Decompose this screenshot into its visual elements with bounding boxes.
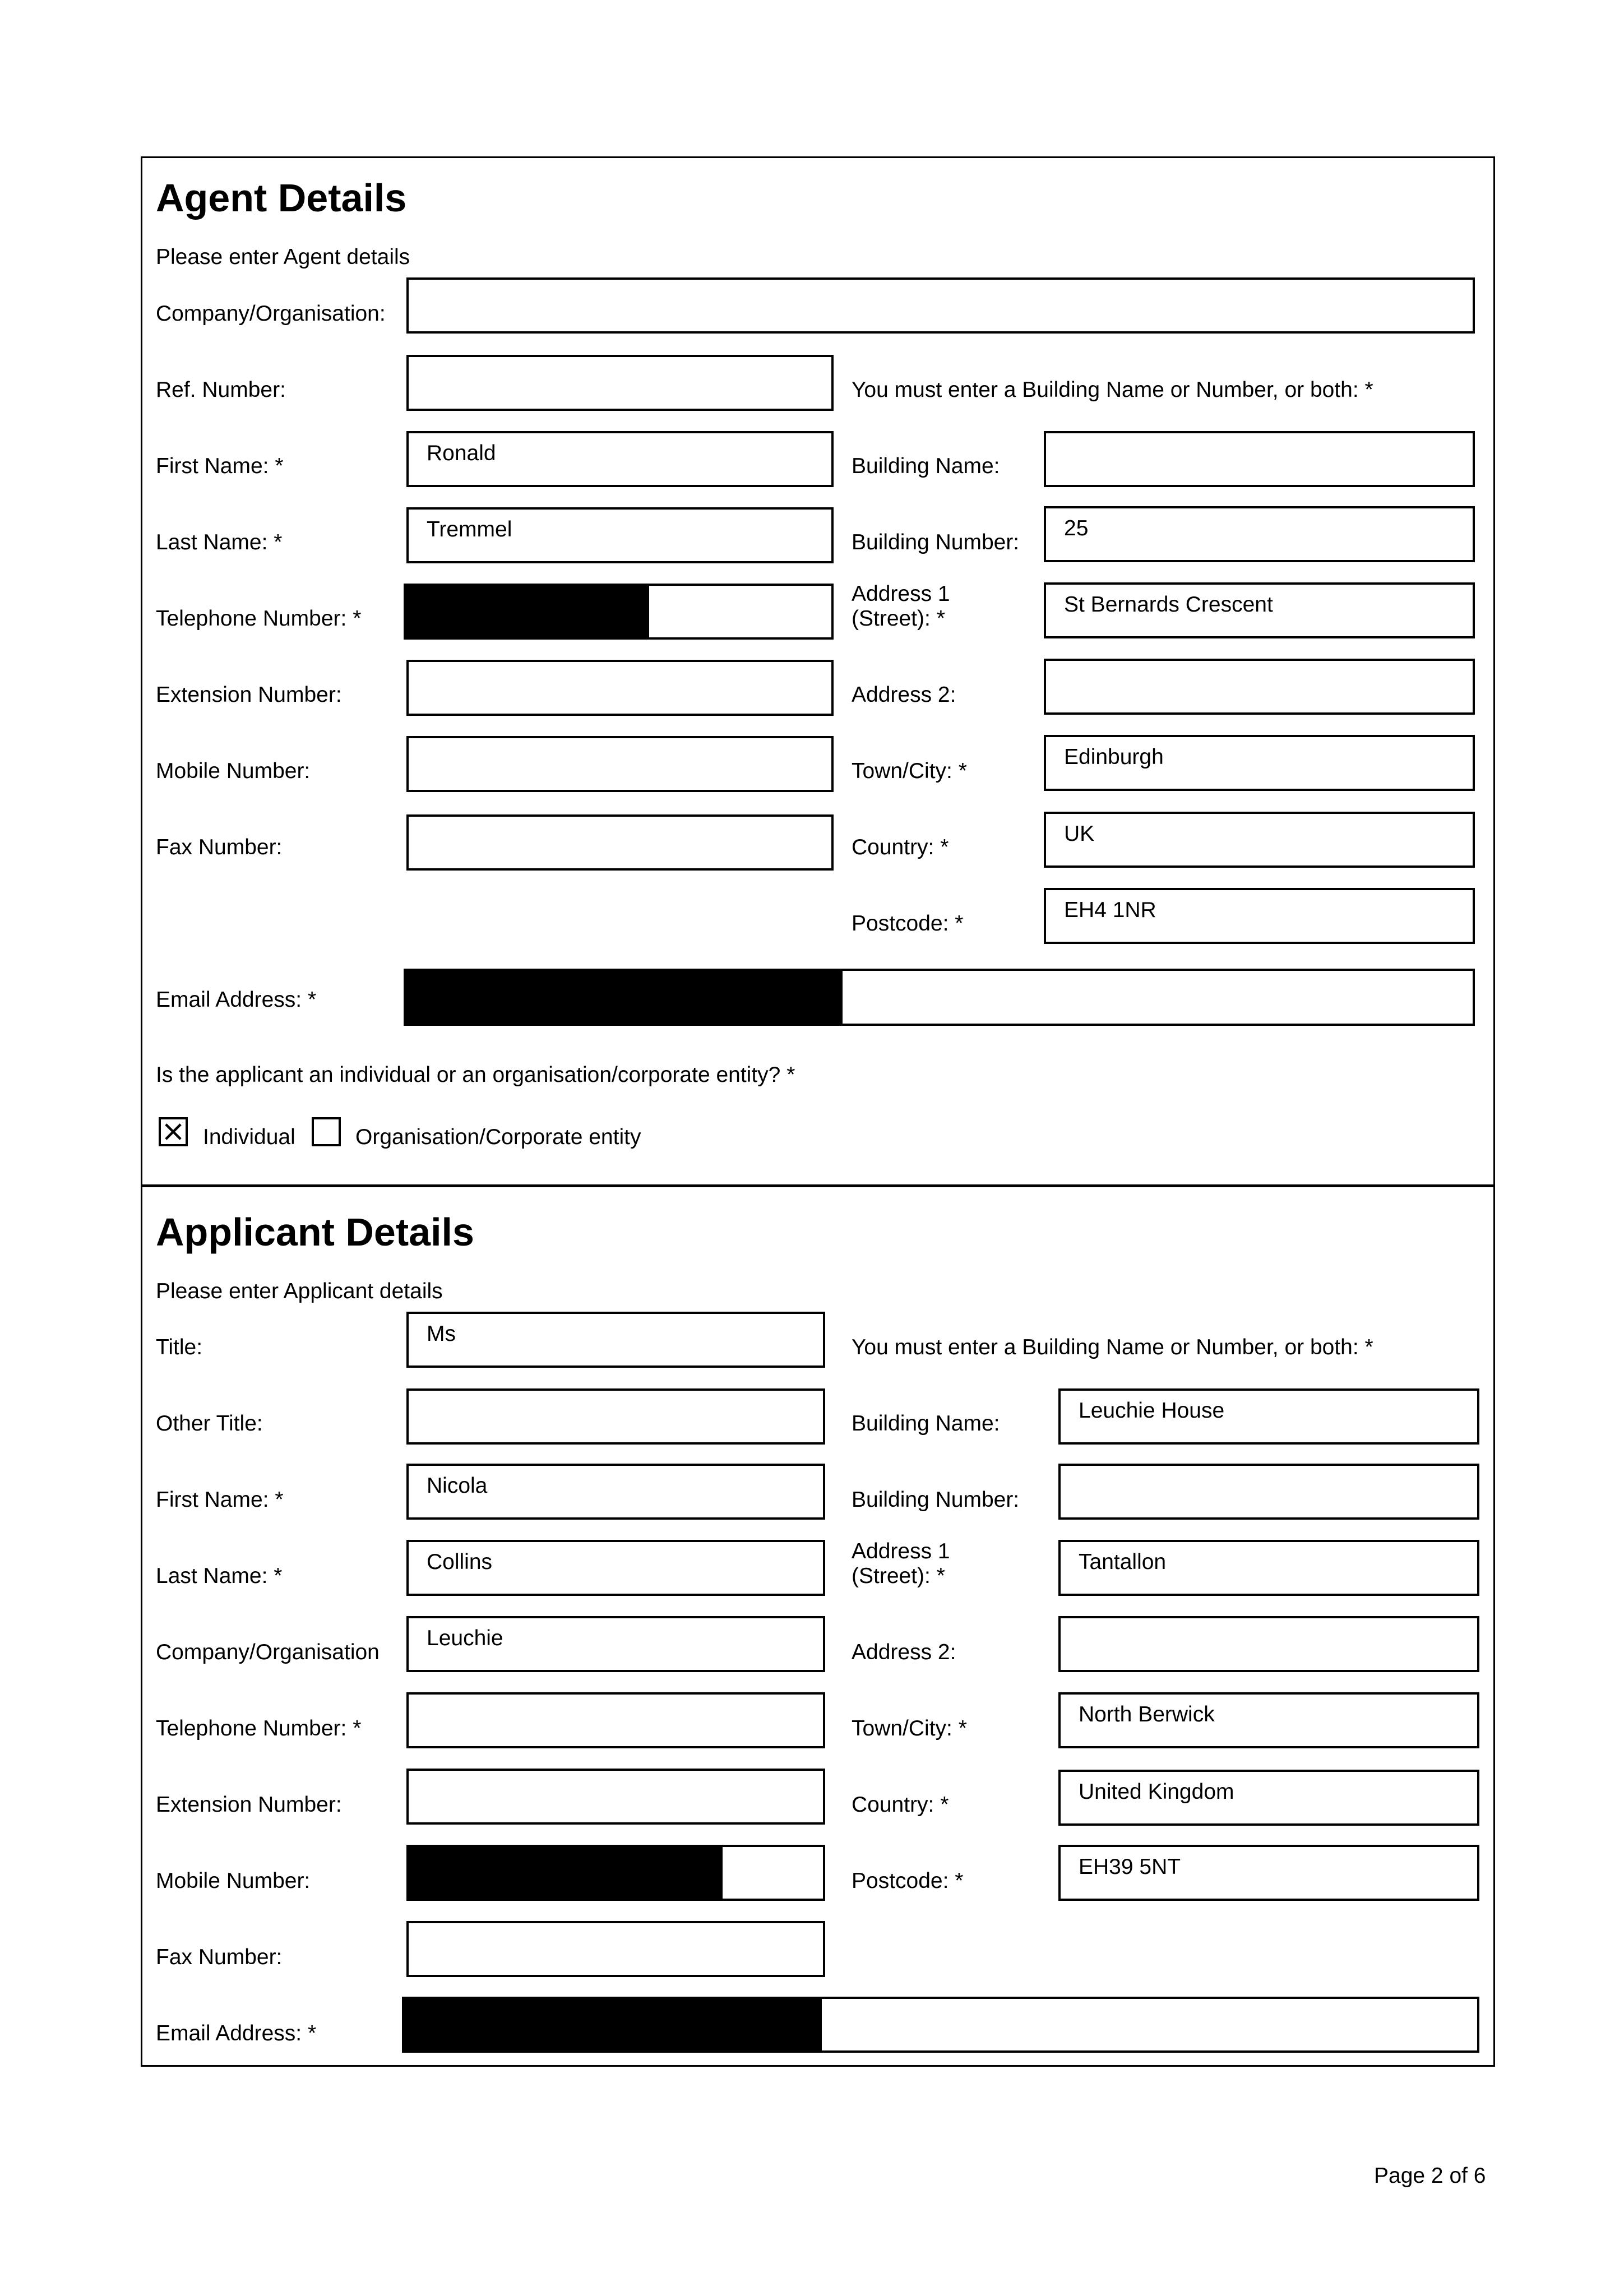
agent-telephone-label: Telephone Number: *	[156, 607, 362, 631]
page-number: Page 2 of 6	[1374, 2164, 1486, 2188]
applicant-fax-field[interactable]	[406, 1921, 825, 1977]
agent-ref-field[interactable]	[406, 355, 834, 411]
redaction-block	[404, 1999, 822, 2050]
agent-postcode-field[interactable]: EH4 1NR	[1044, 888, 1475, 944]
agent-extension-field[interactable]	[406, 660, 834, 716]
applicant-address1-label: Address 1 (Street): *	[852, 1539, 950, 1588]
agent-email-field[interactable]	[404, 969, 1475, 1026]
applicant-first-name-field[interactable]: Nicola	[406, 1464, 825, 1520]
agent-address1-label: Address 1 (Street): *	[852, 582, 950, 631]
applicant-building-number-label: Building Number:	[852, 1488, 1020, 1512]
agent-building-name-field[interactable]	[1044, 431, 1475, 487]
applicant-address1-field[interactable]: Tantallon	[1058, 1540, 1479, 1596]
agent-address1-field[interactable]: St Bernards Crescent	[1044, 582, 1475, 638]
agent-email-label: Email Address: *	[156, 988, 317, 1012]
applicant-extension-field[interactable]	[406, 1769, 825, 1825]
applicant-company-label: Company/Organisation	[156, 1640, 380, 1664]
applicant-town-field[interactable]: North Berwick	[1058, 1692, 1479, 1748]
applicant-town-label: Town/City: *	[852, 1716, 967, 1740]
agent-details-heading: Agent Details	[156, 176, 407, 220]
applicant-type-question: Is the applicant an individual or an organisation/corporate entity? *	[156, 1063, 795, 1087]
applicant-intro: Please enter Applicant details	[156, 1279, 443, 1303]
agent-ref-label: Ref. Number:	[156, 378, 286, 402]
agent-last-name-field[interactable]: Tremmel	[406, 507, 834, 563]
applicant-details-heading: Applicant Details	[156, 1210, 474, 1254]
agent-mobile-field[interactable]	[406, 736, 834, 792]
agent-fax-label: Fax Number:	[156, 835, 283, 859]
applicant-telephone-field[interactable]	[406, 1692, 825, 1748]
agent-mobile-label: Mobile Number:	[156, 759, 311, 783]
applicant-country-label: Country: *	[852, 1793, 949, 1817]
applicant-building-name-label: Building Name:	[852, 1411, 1000, 1436]
agent-country-field[interactable]: UK	[1044, 812, 1475, 868]
agent-building-number-label: Building Number:	[852, 530, 1020, 554]
applicant-fax-label: Fax Number:	[156, 1945, 283, 1969]
agent-building-number-field[interactable]: 25	[1044, 506, 1475, 562]
section-divider	[141, 1184, 1495, 1187]
applicant-address2-label: Address 2:	[852, 1640, 956, 1664]
agent-fax-field[interactable]	[406, 814, 834, 871]
applicant-building-number-field[interactable]	[1058, 1464, 1479, 1520]
applicant-other-title-label: Other Title:	[156, 1411, 263, 1436]
agent-company-label: Company/Organisation:	[156, 302, 386, 326]
agent-address2-label: Address 2:	[852, 683, 956, 707]
applicant-company-field[interactable]: Leuchie	[406, 1616, 825, 1672]
agent-intro: Please enter Agent details	[156, 245, 410, 269]
agent-address2-field[interactable]	[1044, 659, 1475, 715]
agent-building-name-label: Building Name:	[852, 454, 1000, 478]
applicant-title-field[interactable]: Ms	[406, 1312, 825, 1368]
checkbox-x-icon	[161, 1119, 186, 1144]
applicant-address2-field[interactable]	[1058, 1616, 1479, 1672]
applicant-last-name-field[interactable]: Collins	[406, 1540, 825, 1596]
applicant-building-name-field[interactable]: Leuchie House	[1058, 1388, 1479, 1445]
applicant-postcode-field[interactable]: EH39 5NT	[1058, 1845, 1479, 1901]
applicant-other-title-field[interactable]	[406, 1388, 825, 1445]
applicant-building-note: You must enter a Building Name or Number, or both: *	[852, 1335, 1373, 1359]
agent-town-label: Town/City: *	[852, 759, 967, 783]
applicant-last-name-label: Last Name: *	[156, 1564, 283, 1588]
agent-last-name-label: Last Name: *	[156, 530, 283, 554]
applicant-title-label: Title:	[156, 1335, 203, 1359]
organisation-option-label: Organisation/Corporate entity	[355, 1125, 641, 1149]
agent-telephone-field[interactable]	[404, 584, 834, 640]
agent-company-field[interactable]	[406, 277, 1475, 334]
applicant-mobile-label: Mobile Number:	[156, 1869, 311, 1893]
applicant-email-label: Email Address: *	[156, 2021, 317, 2045]
agent-first-name-label: First Name: *	[156, 454, 284, 478]
redaction-block	[409, 1847, 723, 1899]
applicant-postcode-label: Postcode: *	[852, 1869, 964, 1893]
agent-country-label: Country: *	[852, 835, 949, 859]
agent-postcode-label: Postcode: *	[852, 911, 964, 936]
applicant-telephone-label: Telephone Number: *	[156, 1716, 362, 1740]
individual-checkbox[interactable]	[159, 1117, 188, 1146]
applicant-first-name-label: First Name: *	[156, 1488, 284, 1512]
agent-extension-label: Extension Number:	[156, 683, 342, 707]
applicant-mobile-field[interactable]	[406, 1845, 825, 1901]
applicant-extension-label: Extension Number:	[156, 1793, 342, 1817]
individual-option-label: Individual	[203, 1125, 295, 1149]
agent-town-field[interactable]: Edinburgh	[1044, 735, 1475, 791]
agent-first-name-field[interactable]: Ronald	[406, 431, 834, 487]
agent-building-note: You must enter a Building Name or Number, or both: *	[852, 378, 1373, 402]
organisation-checkbox[interactable]	[312, 1117, 341, 1146]
applicant-email-field[interactable]	[402, 1997, 1479, 2053]
redaction-block	[406, 586, 649, 637]
redaction-block	[406, 969, 843, 1024]
applicant-country-field[interactable]: United Kingdom	[1058, 1770, 1479, 1826]
